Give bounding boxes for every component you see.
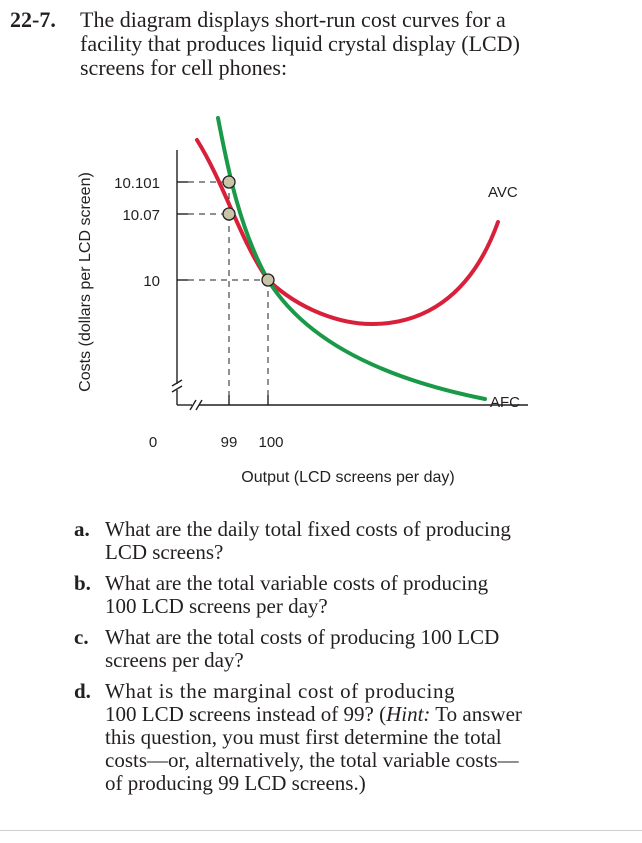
stem-line: The diagram displays short-run cost curves for a [80,7,506,32]
y-tick-label: 10.101 [114,175,160,192]
x-tick-label: 100 [258,434,284,451]
problem-number: 22-7. [10,7,56,32]
y-axis-label: Costs (dollars per LCD screen) [77,172,94,392]
afc-curve [218,118,485,399]
question-line [105,703,544,726]
y-tick-label: 10.07 [122,207,160,224]
avc-curve [197,140,498,324]
point-avc-99 [223,208,235,220]
bottom-rule [0,830,642,831]
question-letter: c. [74,625,89,649]
question-a [74,518,544,564]
avc-label: AVC [488,184,518,201]
question-line: screens per day? [105,648,244,672]
question-text: 100 LCD screens instead of 99? ( [105,702,387,726]
question-line: What is the marginal cost of producing [105,679,456,703]
stem-line: screens for cell phones: [80,55,288,80]
question-c [74,626,544,672]
questions-list [74,518,544,803]
data-points [223,176,274,286]
stem-line: facility that produces liquid crystal display (LCD) [80,31,520,56]
question-line: What are the total variable costs of producing [105,571,489,595]
afc-label: AFC [490,394,520,411]
question-line: What are the total costs of producing 100 LCD [105,625,500,649]
question-d [74,680,544,795]
question-line: of producing 99 LCD screens.) [105,771,366,795]
question-letter: a. [74,517,90,541]
x-tick-label: 99 [220,434,238,451]
cost-curves-chart [0,100,642,500]
hint-label: Hint: [386,702,431,726]
question-letter: b. [74,571,91,595]
question-text: To answer [430,702,522,726]
question-letter: d. [74,679,91,703]
question-b [74,572,544,618]
problem-stem [80,8,630,80]
x-tick-label: 0 [148,434,158,451]
x-ticks [149,395,284,451]
point-100 [262,274,274,286]
y-tick-label: 10 [143,273,160,290]
question-line: 100 LCD screens per day? [105,594,328,618]
question-line: What are the daily total fixed costs of producing [105,517,511,541]
question-line: LCD screens? [105,540,224,564]
question-line: this question, you must first determine the total [105,725,502,749]
x-axis-label: Output (LCD screens per day) [241,469,455,486]
point-afc-99 [223,176,235,188]
question-line: costs—or, alternatively, the total variable costs— [105,748,519,772]
